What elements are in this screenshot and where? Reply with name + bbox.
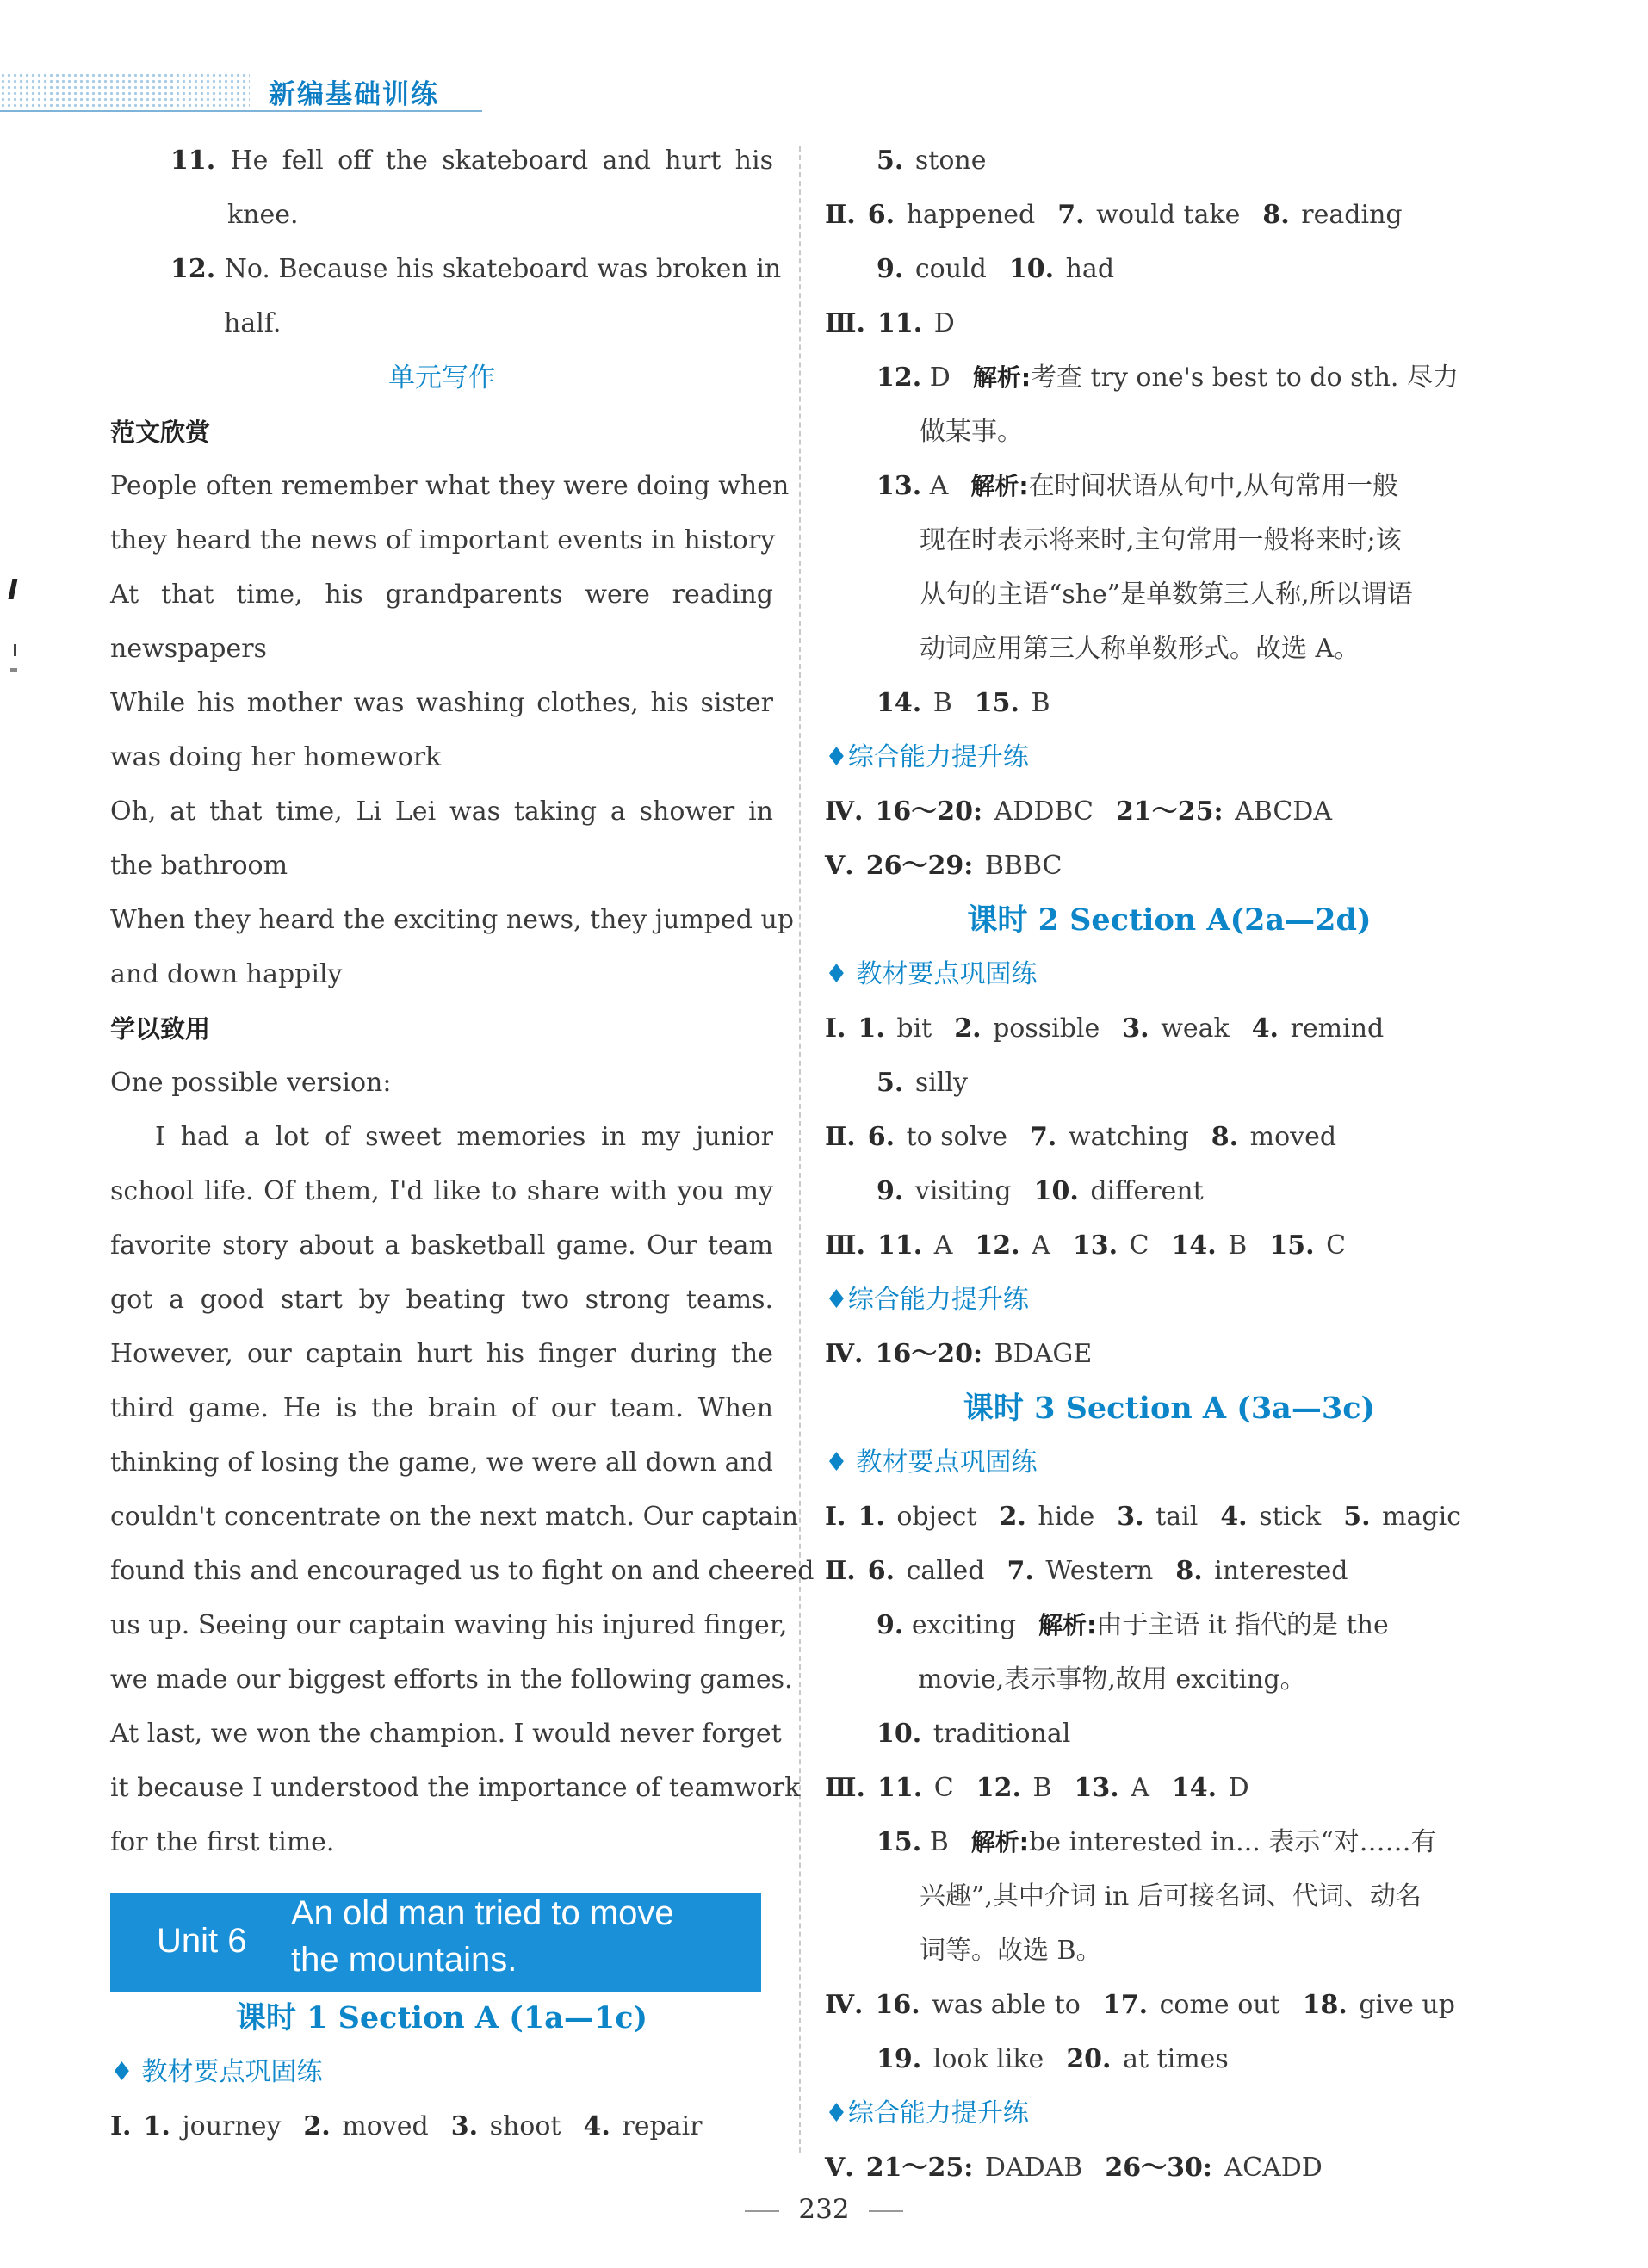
- item-answer: give up: [1359, 1990, 1455, 2020]
- diamond-icon: ♦: [825, 1447, 848, 1478]
- text-line: for the first time.: [110, 1827, 335, 1857]
- item-answer: BDAGE: [994, 1339, 1093, 1369]
- drill-heading: ♦ 教材要点巩固练: [825, 1447, 1038, 1478]
- answer-row: [825, 845, 1514, 899]
- item-number: 4.: [1220, 1502, 1248, 1532]
- item-number: 17.: [1102, 1990, 1149, 2020]
- ability-heading: ♦综合能力提升练: [825, 742, 1029, 772]
- unit-label: Unit 6: [157, 1922, 247, 1960]
- answer-row: [825, 2038, 1514, 2092]
- section-numeral: Ⅴ.: [825, 2153, 854, 2183]
- item-number: 16～20:: [875, 1339, 983, 1369]
- item-number: 7.: [1030, 1122, 1057, 1152]
- answer-line: 12. No. Because his skateboard was broken in: [170, 254, 782, 284]
- sample-essay: [110, 1116, 815, 1875]
- item-number: 3.: [450, 2111, 479, 2141]
- item-answer: could: [914, 254, 987, 284]
- explanation-line: 现在时表示将来时,主句常用一般将来时;该: [920, 525, 1402, 555]
- answer-line: knee.: [227, 200, 299, 230]
- text-line: People often remember what they were doing when: [110, 471, 790, 501]
- answer-line: 11. He fell off the skateboard and hurt his: [170, 146, 773, 176]
- item-number: 1.: [143, 2111, 170, 2141]
- item-number: 2.: [954, 1013, 982, 1044]
- item-number: 6.: [867, 1122, 895, 1152]
- item-answer: different: [1090, 1176, 1204, 1206]
- item-answer: ADDBC: [994, 796, 1094, 827]
- text-line: was doing her homework: [110, 742, 442, 772]
- answer-row: [825, 1550, 1514, 1604]
- answer-line: half.: [224, 308, 282, 338]
- item-answer: called: [906, 1556, 985, 1586]
- unit-title-line2: the mountains.: [291, 1941, 517, 1979]
- section-numeral: Ⅳ.: [825, 1339, 864, 1369]
- section-numeral: Ⅴ.: [825, 851, 854, 881]
- answer-row: 12. D 解析:考查 try one's best to do sth. 尽力: [877, 363, 1459, 393]
- answer-row: 13. A 解析:在时间状语从句中,从句常用一般: [877, 471, 1399, 501]
- item-answer: moved: [342, 2111, 429, 2141]
- item-answer: A: [1131, 1773, 1149, 1803]
- item-answer: happened: [906, 200, 1036, 230]
- item-answer: remind: [1290, 1013, 1385, 1044]
- item-answer: magic: [1382, 1502, 1462, 1532]
- item-answer: B: [1031, 688, 1050, 718]
- answer-row: [825, 1496, 1514, 1550]
- text-line: Oh, at that time, Li Lei was taking a shower in: [110, 796, 773, 827]
- item-answer: D: [933, 308, 955, 338]
- item-answer: bit: [896, 1013, 932, 1044]
- item-answer: repair: [622, 2111, 703, 2141]
- item-number: 8.: [1262, 200, 1290, 230]
- item-answer: moved: [1249, 1122, 1337, 1152]
- text-line: found this and encouraged us to fight on and cheered: [110, 1556, 815, 1586]
- diamond-icon: ♦: [825, 2098, 848, 2129]
- section-numeral: Ⅰ.: [110, 2111, 132, 2141]
- item-number: 16.: [875, 1990, 920, 2020]
- text-line: and down happily: [110, 959, 343, 989]
- item-answer: object: [896, 1502, 977, 1532]
- text-line: school life. Of them, I'd like to share with you my: [110, 1176, 773, 1206]
- answer-row: [825, 1984, 1514, 2038]
- header-rule: [0, 110, 482, 112]
- text-line: it because I understood the importance of teamwork: [110, 1773, 801, 1803]
- item-number: 2.: [999, 1502, 1026, 1532]
- text-line: While his mother was washing clothes, his sister: [110, 688, 773, 718]
- text-line: favorite story about a basketball game. Our team: [110, 1230, 773, 1261]
- item-number: 21～25:: [865, 2153, 974, 2183]
- item-answer: D: [1228, 1773, 1249, 1803]
- text-line: got a good start by beating two strong teams.: [110, 1285, 773, 1315]
- section-numeral: Ⅰ.: [825, 1013, 846, 1044]
- answer-row: 9. exciting 解析:由于主语 it 指代的是 the: [877, 1610, 1389, 1640]
- drill-heading: ♦ 教材要点巩固练: [825, 959, 1038, 989]
- item-number: 4.: [1251, 1013, 1279, 1044]
- text-line: third game. He is the brain of our team. When: [110, 1393, 773, 1423]
- unit-banner: [110, 1893, 761, 1992]
- item-number: 12.: [975, 1230, 1020, 1261]
- item-number: 16～20:: [875, 796, 983, 827]
- diamond-icon: ♦: [110, 2057, 133, 2087]
- item-number: 9.: [877, 1176, 904, 1206]
- item-answer: Western: [1045, 1556, 1154, 1586]
- text-line: the bathroom: [110, 851, 288, 881]
- section-numeral: Ⅱ.: [825, 1556, 856, 1586]
- item-answer: had: [1065, 254, 1115, 284]
- margin-mark: [10, 668, 17, 672]
- section-numeral: Ⅱ.: [825, 1122, 856, 1152]
- section-numeral: Ⅱ.: [825, 200, 856, 230]
- text-line: they heard the news of important events in history: [110, 525, 776, 555]
- text-line: newspapers: [110, 634, 267, 664]
- left-column: [110, 139, 815, 2160]
- item-number: 11.: [877, 1773, 923, 1803]
- item-number: 14.: [1171, 1773, 1217, 1803]
- margin-mark: [14, 644, 16, 656]
- explanation-line: 做某事。: [920, 417, 1023, 447]
- text-line: us up. Seeing our captain waving his injured finger,: [110, 1610, 788, 1640]
- item-answer: B: [1032, 1773, 1052, 1803]
- item-answer: interested: [1214, 1556, 1348, 1586]
- explanation-line: movie,表示事物,故用 exciting。: [918, 1664, 1306, 1695]
- answer-row: [825, 302, 1514, 356]
- subhead: 范文欣赏: [110, 418, 211, 447]
- item-answer: C: [1326, 1230, 1347, 1261]
- diamond-icon: ♦: [825, 959, 848, 989]
- answer-row: [825, 1333, 1514, 1387]
- item-answer: tail: [1155, 1502, 1199, 1532]
- item-number: 11.: [877, 1230, 923, 1261]
- item-number: 10.: [1008, 254, 1055, 284]
- item-number: 10.: [1033, 1176, 1079, 1206]
- item-answer: C: [933, 1773, 954, 1803]
- text-line: I had a lot of sweet memories in my junior: [155, 1122, 773, 1152]
- answer-row: [825, 790, 1514, 845]
- item-answer: ACADD: [1224, 2153, 1323, 2183]
- item-answer: B: [1228, 1230, 1248, 1261]
- ability-heading: ♦综合能力提升练: [825, 2098, 1029, 2129]
- item-number: 8.: [1211, 1122, 1239, 1152]
- text-line: At that time, his grandparents were reading: [110, 579, 773, 610]
- item-number: 21～25:: [1115, 796, 1224, 827]
- section-numeral: Ⅰ.: [825, 1502, 846, 1532]
- item-number: 6.: [867, 1556, 895, 1586]
- item-answer: possible: [993, 1013, 1100, 1044]
- section-numeral: Ⅳ.: [825, 796, 864, 827]
- margin-mark: [8, 579, 17, 599]
- item-number: 5.: [877, 1068, 904, 1098]
- lesson-title: 课时 1 Section A (1a—1c): [235, 2000, 648, 2036]
- text-line: couldn't concentrate on the next match. Our captain: [110, 1502, 799, 1532]
- item-answer: BBBC: [984, 851, 1063, 881]
- model-essay: [110, 465, 795, 1007]
- item-number: 1.: [858, 1013, 885, 1044]
- item-number: 20.: [1066, 2044, 1112, 2074]
- explanation-line: 从句的主语“she”是单数第三人称,所以谓语: [920, 579, 1413, 610]
- item-number: 15.: [1269, 1230, 1315, 1261]
- item-answer: would take: [1096, 200, 1241, 230]
- item-number: 7.: [1057, 200, 1085, 230]
- item-number: 8.: [1175, 1556, 1203, 1586]
- answer-row: [825, 1224, 1514, 1279]
- right-column: [825, 139, 1514, 2201]
- item-answer: weak: [1161, 1013, 1230, 1044]
- lesson-title: 课时 2 Section A(2a—2d): [967, 902, 1372, 938]
- section-numeral: Ⅲ.: [825, 1773, 865, 1803]
- item-answer: shoot: [489, 2111, 561, 2141]
- diamond-icon: ♦: [825, 742, 848, 772]
- item-answer: to solve: [906, 1122, 1008, 1152]
- item-answer: A: [1032, 1230, 1050, 1261]
- item-number: 1.: [858, 1502, 885, 1532]
- item-number: 13.: [1074, 1773, 1119, 1803]
- explanation-line: 词等。故选 B。: [920, 1936, 1102, 1966]
- item-number: 4.: [583, 2111, 610, 2141]
- item-answer: come out: [1159, 1990, 1280, 2020]
- answer-row: [825, 1767, 1514, 1821]
- answer-row: [825, 1062, 1514, 1116]
- item-number: 11.: [877, 308, 923, 338]
- unit-title-line1: An old man tried to move: [291, 1894, 674, 1932]
- item-answer: reading: [1301, 200, 1403, 230]
- answer-row: [825, 194, 1514, 248]
- item-answer: watching: [1068, 1122, 1189, 1152]
- version-label: One possible version:: [110, 1068, 392, 1098]
- header-dot-band: [0, 72, 250, 110]
- item-number: 12.: [976, 1773, 1021, 1803]
- drill-heading: ♦ 教材要点巩固练: [110, 2057, 323, 2087]
- item-answer: was able to: [932, 1990, 1081, 2020]
- section-numeral: Ⅳ.: [825, 1990, 864, 2020]
- item-number: 26～29:: [865, 851, 974, 881]
- item-number: 18.: [1302, 1990, 1348, 2020]
- section-numeral: Ⅲ.: [825, 1230, 865, 1261]
- answer-row: [825, 1116, 1514, 1170]
- item-answer: stick: [1259, 1502, 1322, 1532]
- item-number: 26～30:: [1105, 2153, 1212, 2183]
- item-number: 3.: [1117, 1502, 1144, 1532]
- page-number: 232: [0, 2194, 1648, 2225]
- item-answer: DADAB: [984, 2153, 1083, 2183]
- diamond-icon: ♦: [825, 1285, 848, 1315]
- item-answer: look like: [932, 2044, 1044, 2074]
- item-answer: at times: [1123, 2044, 1229, 2074]
- answer-row: [110, 2105, 773, 2160]
- item-number: 9.: [877, 254, 904, 284]
- item-number: 14.: [877, 688, 922, 718]
- text-line: When they heard the exciting news, they jumped up: [110, 905, 795, 935]
- item-number: 15.: [974, 688, 1019, 718]
- item-answer: visiting: [914, 1176, 1012, 1206]
- item-answer: journey: [182, 2111, 282, 2141]
- ability-heading: ♦综合能力提升练: [825, 1285, 1029, 1315]
- item-answer: ABCDA: [1235, 796, 1333, 827]
- answer-row: [825, 682, 1514, 736]
- item-number: 5.: [1343, 1502, 1371, 1532]
- section-numeral: Ⅲ.: [825, 308, 865, 338]
- answer-row: [825, 1170, 1514, 1224]
- book-title: 新编基础训练: [269, 79, 439, 110]
- explanation-line: 兴趣”,其中介词 in 后可接名词、代词、动名: [920, 1881, 1422, 1912]
- answer-row: [825, 1007, 1514, 1062]
- answer-row: [825, 248, 1514, 302]
- column-divider: [799, 146, 801, 2153]
- answer-row: 15. B 解析:be interested in... 表示“对……有: [877, 1827, 1437, 1857]
- answer-row: 5. stone: [877, 146, 987, 176]
- lesson-title: 课时 3 Section A (3a—3c): [963, 1391, 1376, 1426]
- item-number: 19.: [877, 2044, 922, 2074]
- item-number: 6.: [867, 200, 895, 230]
- item-answer: B: [932, 688, 952, 718]
- answer-row: [825, 2147, 1514, 2201]
- section-title: 单元写作: [388, 363, 495, 393]
- text-line: thinking of losing the game, we were all down and: [110, 1447, 773, 1478]
- item-number: 14.: [1171, 1230, 1217, 1261]
- item-answer: silly: [914, 1068, 969, 1098]
- item-number: 7.: [1007, 1556, 1034, 1586]
- text-line: we made our biggest efforts in the following games.: [110, 1664, 793, 1695]
- item-answer: A: [933, 1230, 953, 1261]
- explanation-line: 动词应用第三人称单数形式。故选 A。: [920, 634, 1360, 664]
- answer-row: 10. traditional: [877, 1719, 1071, 1749]
- item-answer: hide: [1038, 1502, 1095, 1532]
- item-number: 2.: [303, 2111, 331, 2141]
- text-line: However, our captain hurt his finger during the: [110, 1339, 773, 1369]
- subhead: 学以致用: [110, 1014, 211, 1044]
- item-number: 3.: [1122, 1013, 1149, 1044]
- item-answer: C: [1129, 1230, 1149, 1261]
- text-line: At last, we won the champion. I would never forget: [110, 1719, 782, 1749]
- item-number: 13.: [1072, 1230, 1118, 1261]
